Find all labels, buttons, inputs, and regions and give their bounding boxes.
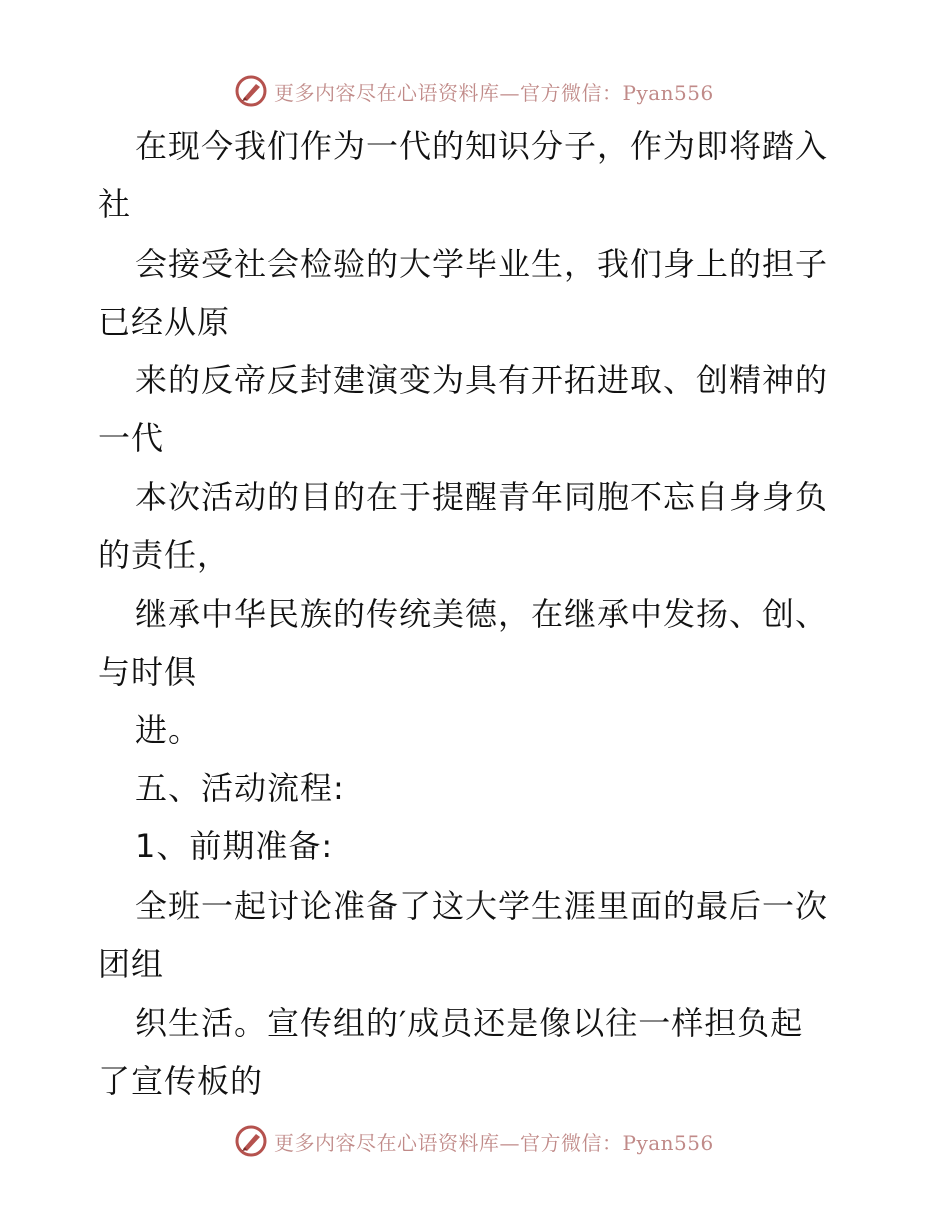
body-line: 团组 [98,945,165,983]
body-line: 社 [98,185,132,223]
body-line: 了宣传板的 [98,1062,264,1100]
body-line: 会接受社会检验的大学毕业生，我们身上的担子 [135,245,829,283]
body-line: 本次活动的目的在于提醒青年同胞不忘自身身负 [135,478,829,516]
body-line: 继承中华民族的传统美德，在继承中发扬、创、 [135,595,829,633]
pen-circle-logo-icon [234,74,268,108]
subsection-heading: 1、前期准备: [135,827,334,865]
body-line: 来的反帝反封建演变为具有开拓进取、创精神的 [135,361,829,399]
pen-circle-logo-icon [234,1124,268,1158]
body-line: 一代 [98,419,165,457]
body-line: 已经从原 [98,303,231,341]
body-line: 在现今我们作为一代的知识分子，作为即将踏入 [135,127,829,165]
body-line: 织生活。宣传组的′成员还是像以往一样担负起 [135,1004,804,1042]
header-watermark [234,74,714,108]
body-line: 进。 [135,711,202,749]
watermark-text: 更多内容尽在心语资料库—官方微信：Pyan556 [274,1130,714,1155]
body-line: 全班一起讨论准备了这大学生涯里面的最后一次 [135,887,829,925]
watermark-text: 更多内容尽在心语资料库—官方微信：Pyan556 [274,80,714,105]
section-heading: 五、活动流程: [135,769,345,807]
body-line: 的责任， [98,536,231,574]
footer-watermark [234,1124,714,1158]
body-line: 与时俱 [98,653,198,691]
